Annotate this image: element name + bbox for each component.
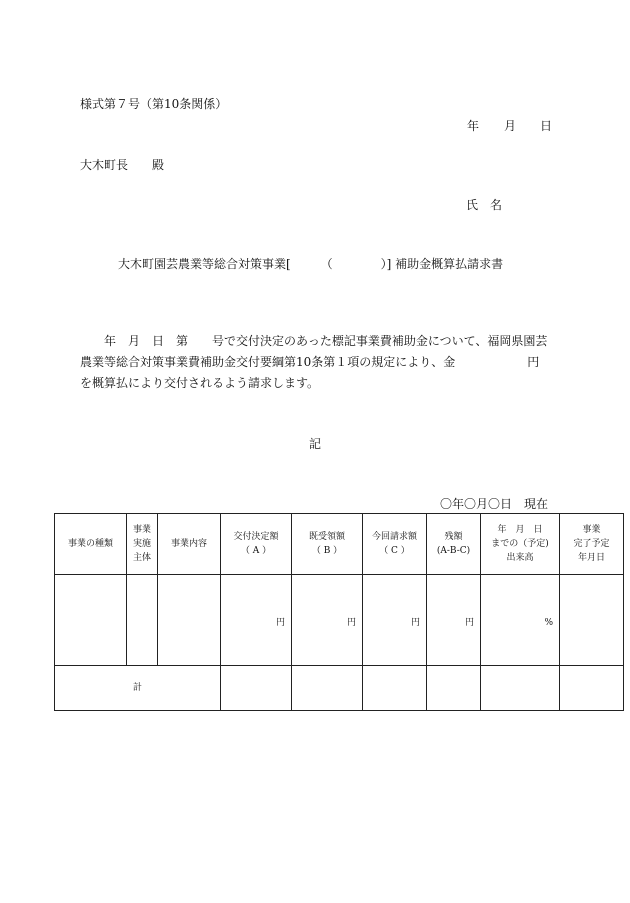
cell-business-type <box>55 575 127 666</box>
total-progress <box>481 666 560 711</box>
payment-table <box>54 513 624 711</box>
ki-heading: 記 <box>309 437 322 451</box>
addressee: 大木町長 殿 <box>80 158 165 172</box>
table-header-row <box>55 514 624 575</box>
body-line: 年 月 日 第 号で交付決定のあった標記事業費補助金について、福岡県園芸 <box>92 334 548 348</box>
date-month: 月 <box>504 119 517 133</box>
total-received <box>292 666 363 711</box>
date-year: 年 <box>467 119 480 133</box>
total-current <box>363 666 427 711</box>
cell-current-request: 円 <box>363 575 427 666</box>
cell-decided-amount: 円 <box>221 575 292 666</box>
cell-balance: 円 <box>427 575 481 666</box>
cell-progress: % <box>481 575 560 666</box>
as-of-date: 〇年〇月〇日 現在 <box>440 497 549 511</box>
table-row <box>55 575 624 666</box>
form-number: 様式第７号（第10条関係） <box>80 97 228 111</box>
cell-received-amount: 円 <box>292 575 363 666</box>
header-implementing-entity: 事業 実施 主体 <box>127 514 158 575</box>
cell-implementing-entity <box>127 575 158 666</box>
header-decided-amount: 交付決定額 （ A ） <box>221 514 292 575</box>
request-body <box>80 331 550 394</box>
cell-business-content <box>158 575 221 666</box>
header-progress: 年 月 日 までの（予定) 出来高 <box>481 514 560 575</box>
total-label: 計 <box>55 666 221 711</box>
total-decided <box>221 666 292 711</box>
date-day: 日 <box>540 119 553 133</box>
body-line: を概算払により交付されるよう請求します。 <box>80 376 320 390</box>
header-business-content: 事業内容 <box>158 514 221 575</box>
document-title: 大木町園芸農業等総合対策事業[ （ ）] 補助金概算払請求書 <box>118 257 504 271</box>
total-completion <box>560 666 624 711</box>
header-business-type: 事業の種類 <box>55 514 127 575</box>
header-received-amount: 既受領額 （ B ） <box>292 514 363 575</box>
total-row <box>55 666 624 711</box>
applicant-name-label: 氏 名 <box>466 198 503 212</box>
header-balance: 残額 (A-B-C) <box>427 514 481 575</box>
cell-completion-date <box>560 575 624 666</box>
header-current-request: 今回請求額 （ C ） <box>363 514 427 575</box>
body-line: 農業等総合対策事業費補助金交付要綱第10条第１項の規定により、金 円 <box>80 355 540 369</box>
total-balance <box>427 666 481 711</box>
header-completion-date: 事業 完了予定 年月日 <box>560 514 624 575</box>
